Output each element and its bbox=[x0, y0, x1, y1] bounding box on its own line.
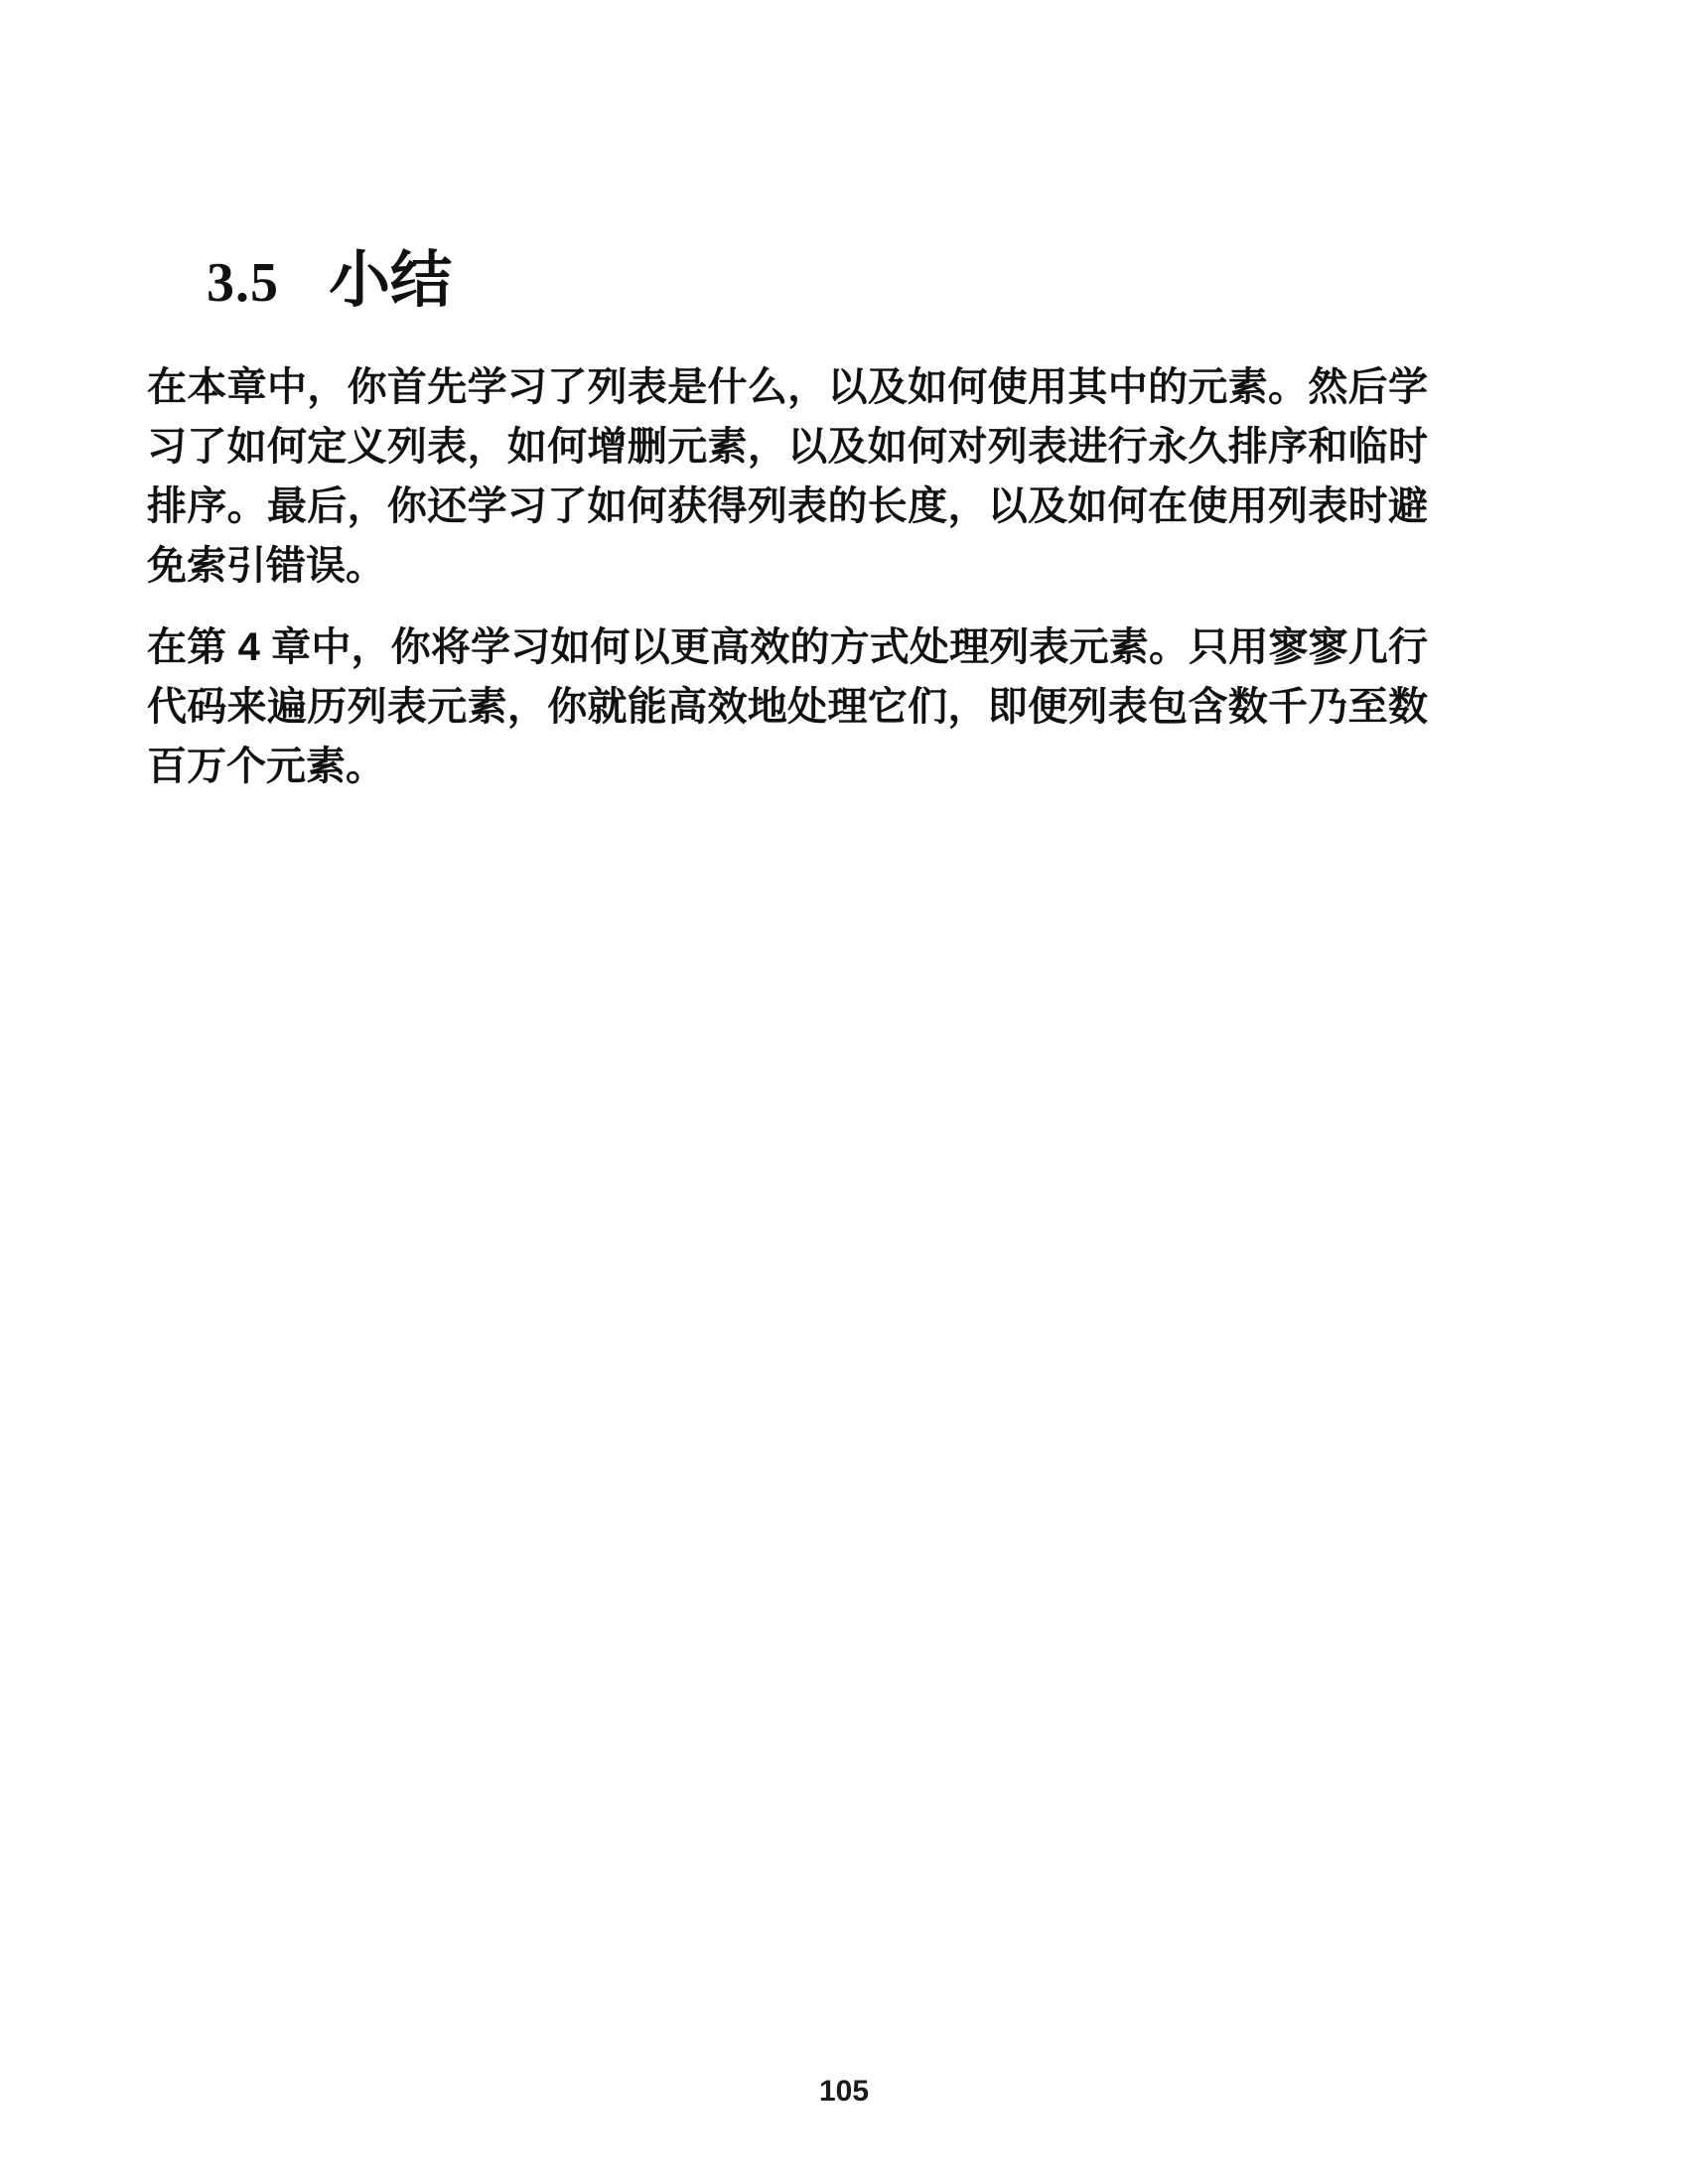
section-heading bbox=[207, 246, 1428, 315]
page-footer bbox=[0, 2075, 1688, 2109]
section-title: 小结 bbox=[329, 246, 453, 315]
summary-paragraph-2: 在第 4 章中，你将学习如何以更高效的方式处理列表元素。只用寥寥几行代码来遍历列表元素，你就能高效地处理它们，即便列表包含数千乃至数百万个元素。 bbox=[147, 625, 1428, 788]
page-number: 105 bbox=[818, 2075, 870, 2108]
page-content bbox=[147, 246, 1428, 818]
section-number: 3.5 bbox=[207, 252, 279, 314]
summary-paragraph-1: 在本章中，你首先学习了列表是什么，以及如何使用其中的元素。然后学习了如何定义列表，如何增删元素，以及如何对列表进行永久排序和临时排序。最后，你还学习了如何获得列表的长度，以及如何在使用列表时避免索引错误。 bbox=[147, 365, 1428, 588]
